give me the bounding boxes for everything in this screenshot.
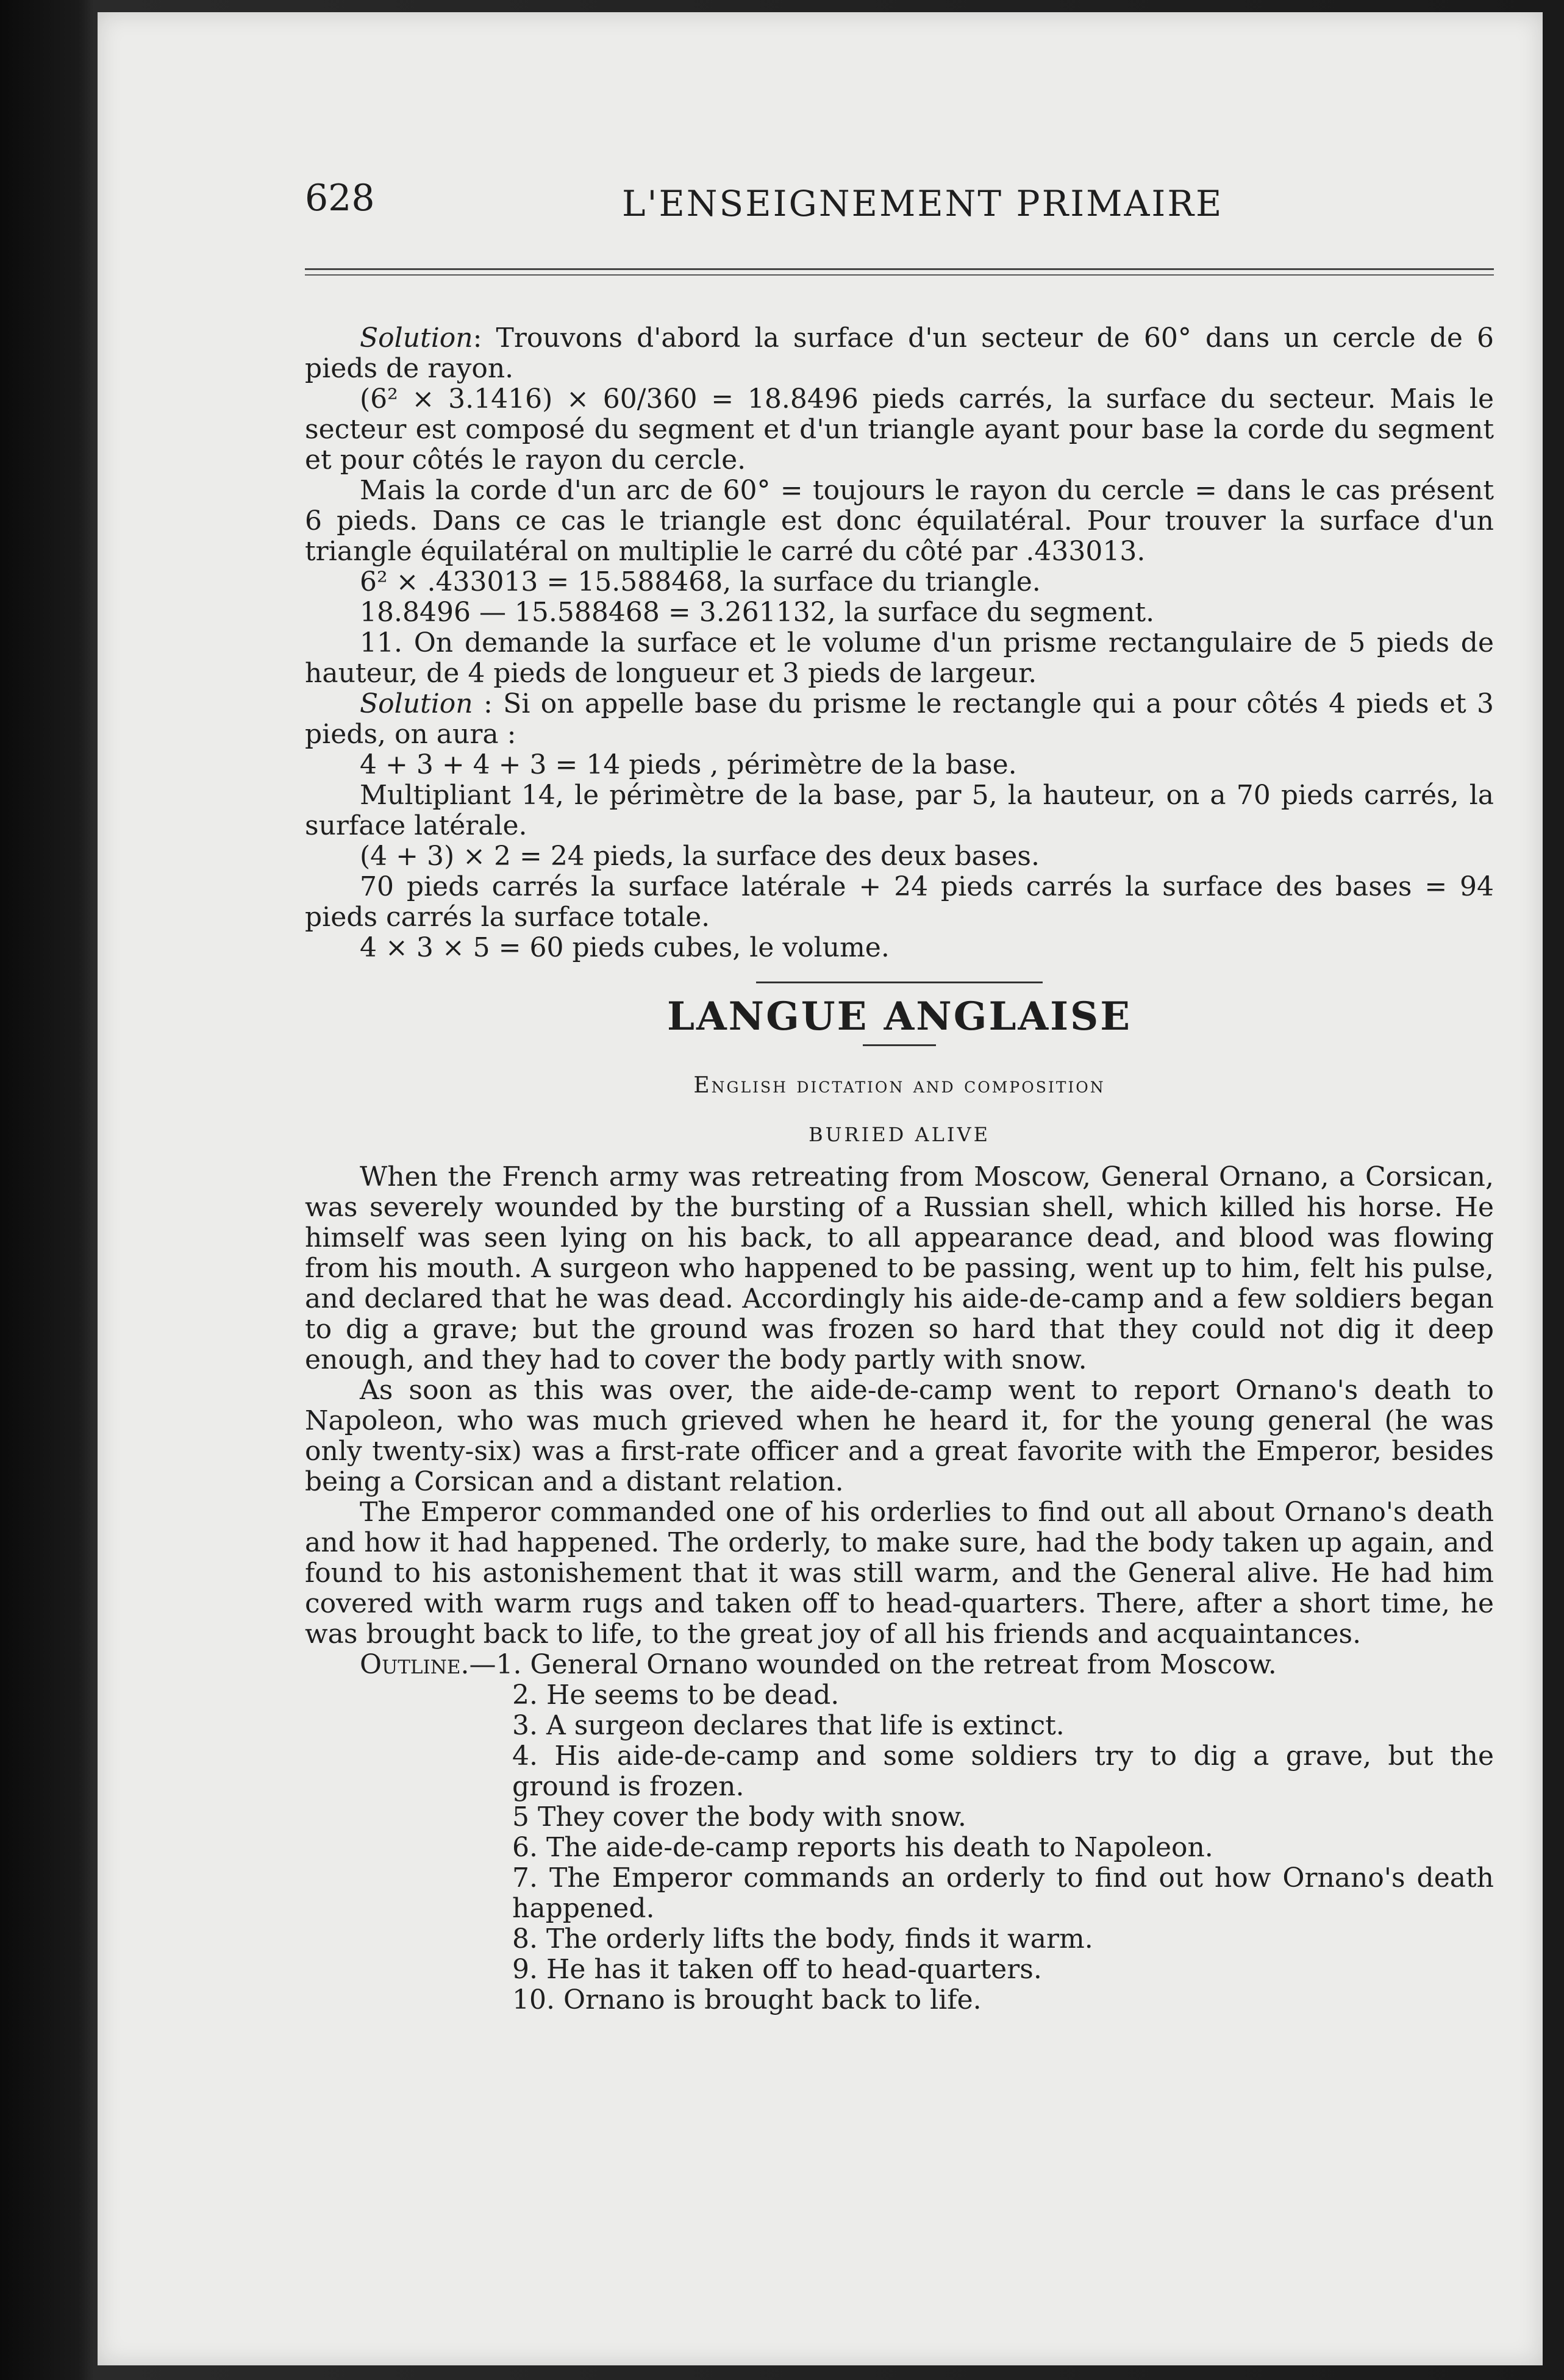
outline-item: 4. His aide-de-camp and some soldiers try to dig a grave, but the ground is frozen.: [512, 1740, 1494, 1802]
math-paragraph: Mais la corde d'un arc de 60° = toujours le rayon du cercle = dans le cas présent 6 pieds. Dans ce cas le triangle est donc équilatéral. Pour trouver la surface d'un triangle équilatéral on multiplie le carré du côté par .433013.: [305, 475, 1494, 567]
math-paragraph: [305, 689, 1494, 750]
outline-item: 7. The Emperor commands an orderly to find out how Ornano's death happened.: [512, 1862, 1494, 1924]
solution-label: Solution: [360, 322, 473, 354]
math-line: 4 × 3 × 5 = 60 pieds cubes, le volume.: [360, 932, 890, 963]
page-header: [305, 177, 1564, 232]
outline-item: 8. The orderly lifts the body, finds it warm.: [512, 1923, 1093, 1954]
book-page: [98, 12, 1543, 2365]
story-title: BURIED ALIVE: [809, 1123, 990, 1146]
title-underline: [863, 1044, 936, 1046]
math-paragraph: [305, 323, 1494, 384]
page-number: 628: [305, 177, 375, 219]
outline-item: 2. He seems to be dead.: [512, 1680, 840, 1711]
story-paragraph: When the French army was retreating from Moscow, General Ornano, a Corsican, was severely wounded by the bursting of a Russian shell, which killed his horse. He himself was seen lying on his back, to all appearance dead, and blood was flowing from his mouth. A surgeon who happened to be passing, went up to him, felt his pulse, and declared that he was dead. Accordingly his aide-de-camp and a few soldiers began to dig a grave; but the ground was frozen so hard that they could not dig it deep enough, and they had to cover the body partly with snow.: [305, 1161, 1494, 1375]
outline-item: 3. A surgeon declares that life is extinct.: [512, 1710, 1065, 1741]
outline-label: Outline.: [360, 1649, 470, 1680]
math-text: : Si on appelle base du prisme le rectangle qui a pour côtés 4 pieds et 3 pieds, on aura :: [305, 688, 1494, 750]
section-title: LANGUE ANGLAISE: [666, 994, 1132, 1039]
running-title: L'ENSEIGNEMENT PRIMAIRE: [622, 183, 1224, 224]
page-content: [305, 177, 1564, 2015]
math-text: : Trouvons d'abord la surface d'un secteur de 60° dans un cercle de 6 pieds de rayon.: [305, 322, 1494, 384]
story-paragraph: The Emperor commanded one of his orderlies to find out all about Ornano's death and how it had happened. The orderly, to make sure, had the body taken up again, and found to his astonishement that it was still warm, and the General alive. He had him covered with warm rugs and taken off to head-quarters. There, after a short time, he was brought back to life, to the great joy of all his friends and acquaintances.: [305, 1497, 1494, 1650]
math-paragraph: Multipliant 14, le périmètre de la base, par 5, la hauteur, on a 70 pieds carrés, la surface latérale.: [305, 780, 1494, 841]
math-line: 18.8496 — 15.588468 = 3.261132, la surface du segment.: [360, 597, 1155, 628]
body-text: [305, 323, 1494, 2015]
header-rule-secondary: [305, 274, 1494, 276]
outline-item: 6. The aide-de-camp reports his death to Napoleon.: [512, 1832, 1213, 1863]
header-rule: [305, 268, 1494, 270]
section-divider: [756, 982, 1043, 983]
section-subtitle: English dictation and composition: [693, 1073, 1105, 1098]
outline-item: 10. Ornano is brought back to life.: [512, 1984, 982, 2015]
math-line: 4 + 3 + 4 + 3 = 14 pieds , périmètre de la base.: [360, 749, 1017, 780]
outline-item: 9. He has it taken off to head-quarters.: [512, 1954, 1042, 1985]
story-paragraph: As soon as this was over, the aide-de-camp went to report Ornano's death to Napoleon, who was much grieved when he heard it, for the young general (he was only twenty-six) was a first-rate officer and a great favorite with the Emperor, besides being a Corsican and a distant relation.: [305, 1375, 1494, 1497]
math-paragraph: (6² × 3.1416) × 60/360 = 18.8496 pieds carrés, la surface du secteur. Mais le secteur est composé du segment et d'un triangle ayant pour base la corde du segment et pour côtés le rayon du cercle.: [305, 383, 1494, 476]
outline-row: [305, 1650, 1494, 1680]
solution-label: Solution: [360, 688, 473, 719]
math-paragraph: 11. On demande la surface et le volume d'un prisme rectangulaire de 5 pieds de hauteur, de 4 pieds de longueur et 3 pieds de largeur.: [305, 627, 1494, 689]
outline-item: 5 They cover the body with snow.: [512, 1801, 966, 1833]
outline-item: —1. General Ornano wounded on the retreat from Moscow.: [469, 1649, 1277, 1680]
math-paragraph: 70 pieds carrés la surface latérale + 24 pieds carrés la surface des bases = 94 pieds carrés la surface totale.: [305, 871, 1494, 933]
math-line: (4 + 3) × 2 = 24 pieds, la surface des deux bases.: [360, 841, 1040, 872]
math-line: 6² × .433013 = 15.588468, la surface du triangle.: [360, 566, 1041, 597]
